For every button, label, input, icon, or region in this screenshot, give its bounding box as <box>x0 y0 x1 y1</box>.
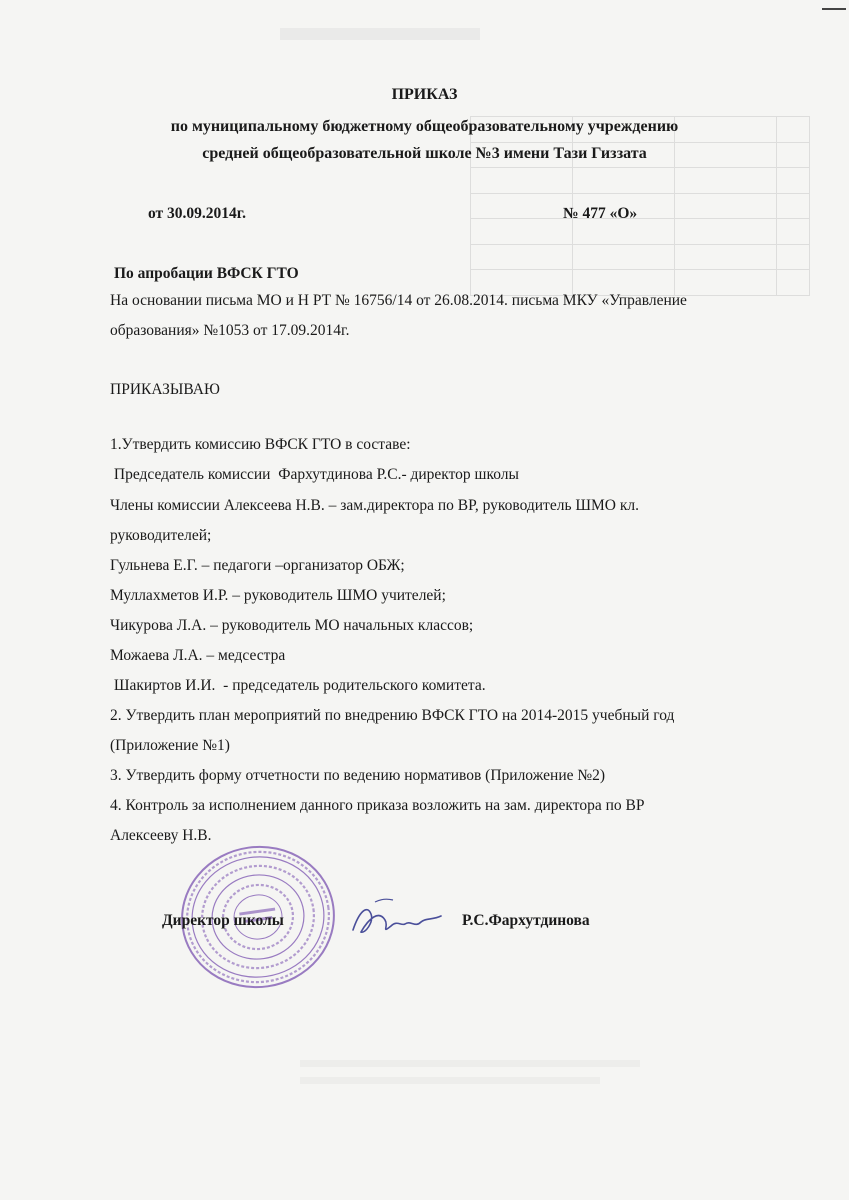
order-item-line: руководителей; <box>110 527 212 544</box>
order-item-line: 3. Утвердить форму отчетности по ведению нормативов (Приложение №2) <box>110 767 606 784</box>
order-item-line: Чикурова Л.А. – руководитель МО начальных классов; <box>110 617 474 634</box>
order-item-line: (Приложение №1) <box>110 737 230 754</box>
order-subject: По апробации ВФСК ГТО <box>114 265 299 282</box>
order-item-line: 4. Контроль за исполнением данного приказа возложить на зам. директора по ВР <box>110 797 645 814</box>
order-number: № 477 «О» <box>563 205 638 222</box>
basis-line2: образования» №1053 от 17.09.2014г. <box>110 322 350 339</box>
bleed-through-table <box>470 116 810 296</box>
bleed-through-footer <box>300 1060 660 1100</box>
basis-line1: На основании письма МО и Н РТ № 16756/14 от 26.08.2014. письма МКУ «Управление <box>110 292 687 309</box>
order-item-line: Председатель комиссии Фархутдинова Р.С.- директор школы <box>110 466 519 483</box>
scan-corner-mark <box>822 8 846 10</box>
order-item-line: 2. Утвердить план мероприятий по внедрению ВФСК ГТО на 2014-2015 учебный год <box>110 707 675 724</box>
order-item-line: Шакиртов И.И. - председатель родительского комитета. <box>110 677 486 694</box>
order-item-line: 1.Утвердить комиссию ВФСК ГТО в составе: <box>110 436 411 453</box>
signer-name: Р.С.Фархутдинова <box>462 912 590 929</box>
document-title: ПРИКАЗ <box>391 86 458 103</box>
order-item-line: Алексееву Н.В. <box>110 827 212 844</box>
bleed-through-header <box>280 28 480 40</box>
order-item-line: Муллахметов И.Р. – руководитель ШМО учителей; <box>110 587 446 604</box>
order-date: от 30.09.2014г. <box>148 205 246 222</box>
order-keyword: ПРИКАЗЫВАЮ <box>110 381 220 398</box>
order-item-line: Можаева Л.А. – медсестра <box>110 647 286 664</box>
order-item-line: Члены комиссии Алексеева Н.В. – зам.директора по ВР, руководитель ШМО кл. <box>110 497 640 514</box>
signer-position: Директор школы <box>162 912 284 929</box>
handwritten-signature <box>345 890 445 950</box>
document-subtitle-line1: по муниципальному бюджетному общеобразовательному учреждению <box>170 118 679 135</box>
order-item-line: Гульнева Е.Г. – педагоги –организатор ОБЖ; <box>110 557 405 574</box>
document-subtitle-line2: средней общеобразовательной школе №3 имени Тази Гиззата <box>202 145 647 162</box>
